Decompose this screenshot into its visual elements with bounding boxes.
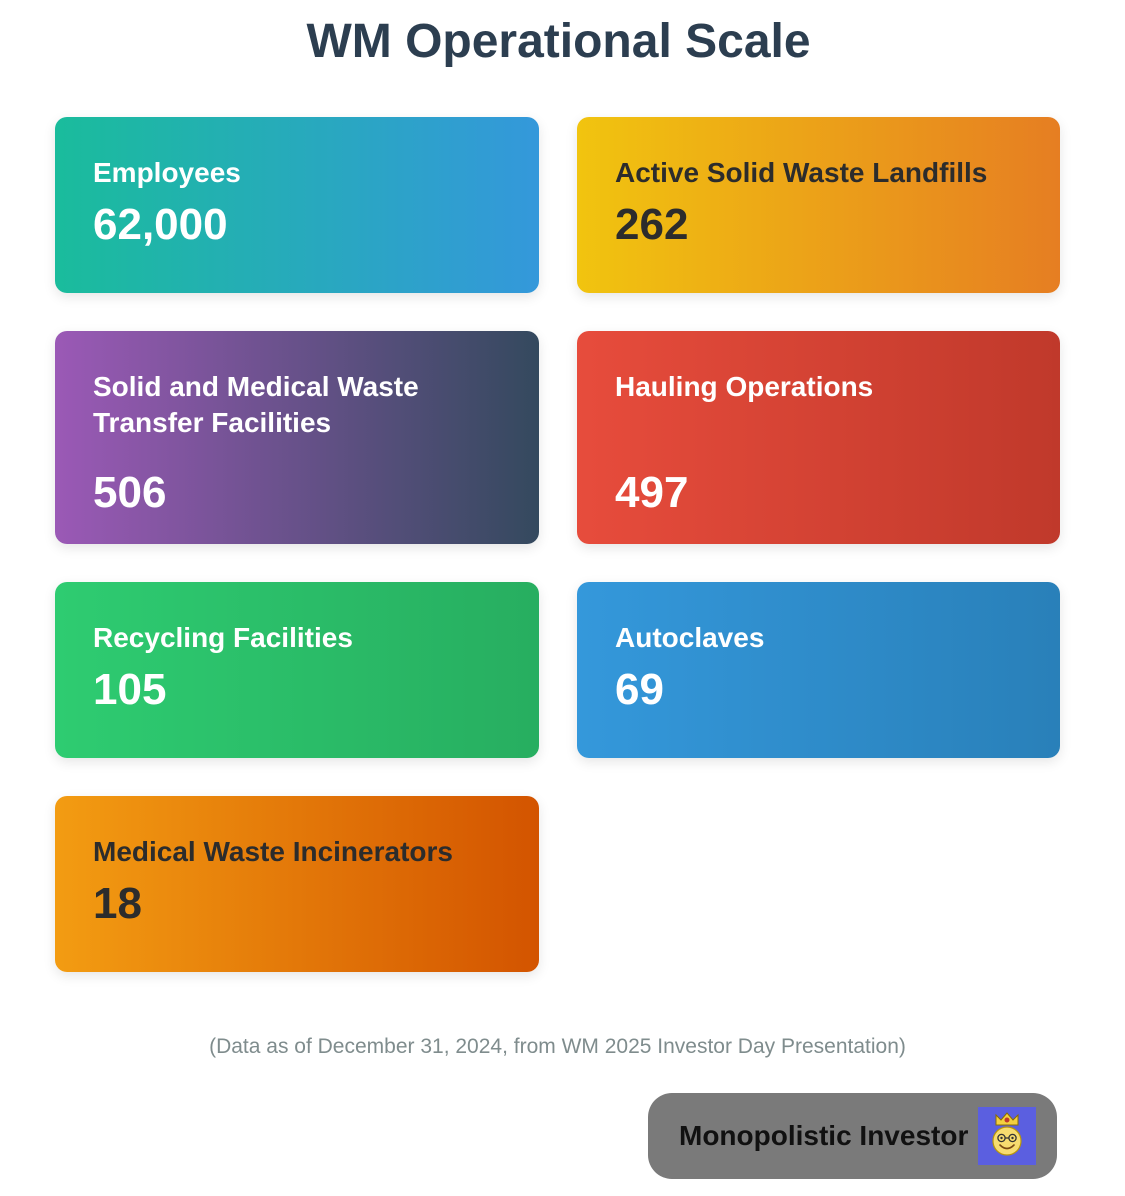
crowned-smiley-icon	[978, 1107, 1036, 1165]
stat-label: Active Solid Waste Landfills	[615, 157, 988, 188]
stat-value: 506	[93, 468, 167, 517]
stat-label: Recycling Facilities	[93, 622, 353, 653]
stat-value: 262	[615, 200, 689, 249]
stat-label: Medical Waste Incinerators	[93, 836, 453, 867]
stat-card-landfills	[577, 117, 1060, 293]
stat-label: Employees	[93, 157, 241, 188]
stat-label: Solid and Medical Waste Transfer Facilities	[93, 371, 419, 438]
watermark-badge	[648, 1093, 1057, 1179]
badge-text: Monopolistic Investor	[679, 1120, 969, 1151]
page-title: WM Operational Scale	[306, 15, 811, 68]
stat-card-transfer-facilities	[55, 331, 539, 544]
stat-value: 105	[93, 665, 167, 714]
stat-card-hauling-operations	[577, 331, 1060, 544]
stat-label: Autoclaves	[615, 622, 765, 653]
stat-card-medical-incinerators	[55, 796, 539, 972]
stat-card-employees	[55, 117, 539, 293]
stat-card-autoclaves	[577, 582, 1060, 758]
stat-value: 18	[93, 879, 142, 928]
stat-value: 62,000	[93, 200, 228, 249]
source-footnote: (Data as of December 31, 2024, from WM 2025 Investor Day Presentation)	[209, 1035, 906, 1058]
stat-card-recycling-facilities	[55, 582, 539, 758]
stat-label: Hauling Operations	[615, 371, 874, 402]
stat-value: 69	[615, 665, 664, 714]
stat-value: 497	[615, 468, 689, 517]
